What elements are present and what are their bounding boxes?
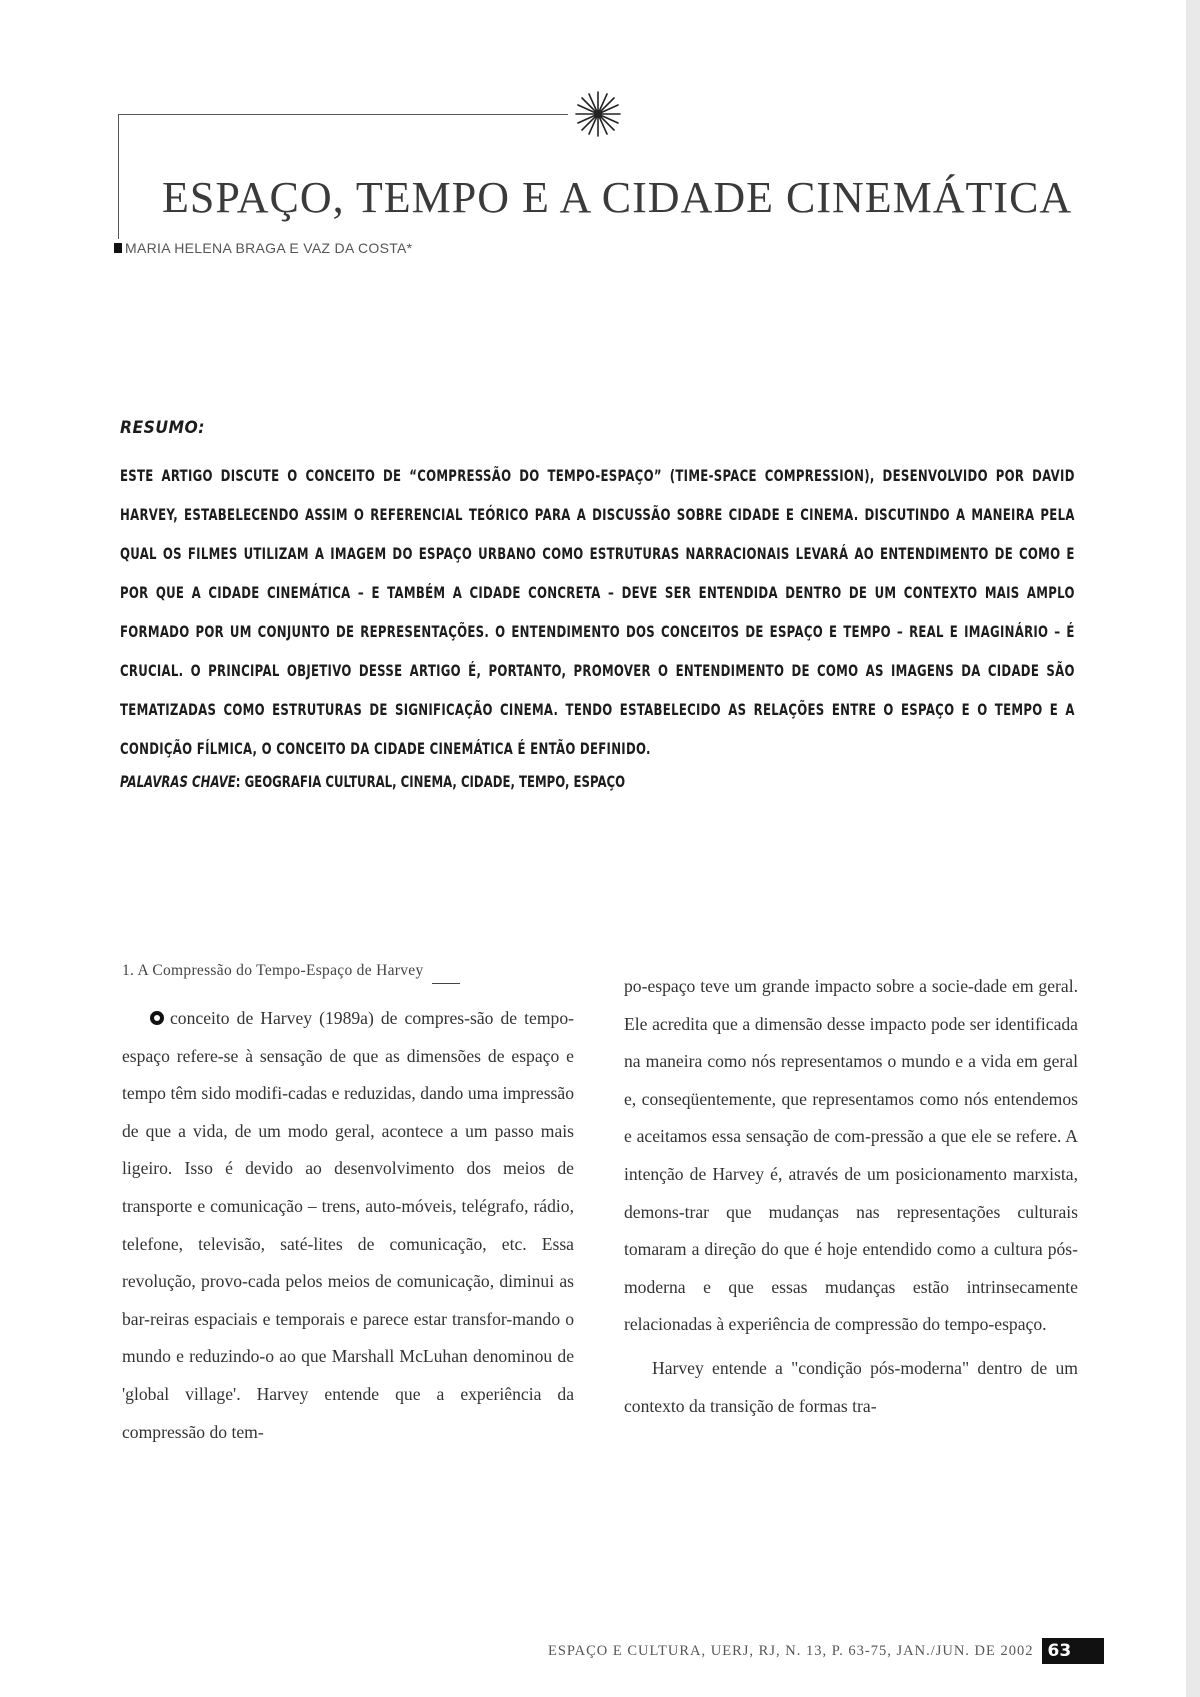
section-heading [122,964,574,990]
footer-citation: ESPAÇO E CULTURA, UERJ, RJ, N. 13, P. 63-75, JAN./JUN. DE 2002 [548,1642,1034,1659]
starburst-ornament-icon [574,90,622,138]
body-paragraph-continued: po-espaço teve um grande impacto sobre a socie-dade em geral. Ele acredita que a dimensão desse impacto pode ser identificada na maneira como nós representamos o mundo e a vida em geral e, conseqüentemente, que representamos como nós entendemos e aceitamos essa sensação de com-pressão a que ele se refere. A intenção de Harvey é, através de um posicionamento marxista, demons-trar que mudanças nas representações culturais tomaram a direção do que é hoje entendido como a cultura pós-moderna e que essas mudanças estão intrinsecamente relacionadas à experiência de compressão do tempo-espaço. [624,976,1078,1335]
page-footer [548,1636,1104,1666]
scan-edge [1186,0,1200,1697]
author-line [114,238,412,258]
article-author: MARIA HELENA BRAGA E VAZ DA COSTA* [125,240,413,256]
keywords-line [120,768,1075,796]
author-bullet-icon [114,243,122,253]
keywords-list: : GEOGRAFIA CULTURAL, CINEMA, CIDADE, TEMPO, ESPAÇO [235,772,626,791]
article-title: ESPAÇO, TEMPO E A CIDADE CINEMÁTICA [162,173,1073,222]
title-frame-horizontal-rule [118,114,568,115]
body-paragraph: Harvey entende a "condição pós-moderna" dentro de um contexto da transição de formas tra- [624,1357,1078,1416]
heading-rule [432,983,460,984]
body-column-right [624,968,1078,1425]
page-number: 63 [1042,1638,1104,1664]
dropcap-o-icon [150,1011,164,1025]
abstract-label: RESUMO: [120,418,206,438]
paragraph-text: conceito de Harvey (1989a) de compres-são de tempo-espaço refere-se à sensação de que as dimensões de espaço e tempo têm sido modifi-cadas e reduzidas, dando uma impressão de que a vida, de um modo geral, acontece a um passo mais ligeiro. Isso é devido ao desenvolvimento dos meios de transporte e comunicação – trens, auto-móveis, telégrafo, rádio, telefone, televisão, saté-lites de comunicação, etc. Essa revolução, provo-cada pelos meios de comunicação, diminui as bar-reiras espaciais e temporais e parece estar transfor-mando o mundo e reduzindo-o ao que Marshall McLuhan denominou de 'global village'. Harvey entende que a experiência da compressão do tem- [122,1008,574,1442]
abstract-text: ESTE ARTIGO DISCUTE O CONCEITO DE “COMPRESSÃO DO TEMPO-ESPAÇO” (TIME-SPACE COMPRESSION), DESENVOLVIDO POR DAVID HARVEY, ESTABELECENDO ASSIM O REFERENCIAL TEÓRICO PARA A DISCUSSÃO SOBRE CIDADE E CINEMA. DISCUTINDO A MANEIRA PELA QUAL OS FILMES UTILIZAM A IMAGEM DO ESPAÇO URBANO COMO ESTRUTURAS NARRACIONAIS LEVARÁ AO ENTENDIMENTO DE COMO E POR QUE A CIDADE CINEMÁTICA – E TAMBÉM A CIDADE CONCRETA – DEVE SER ENTENDIDA DENTRO DE UM CONTEXTO MAIS AMPLO FORMADO POR UM CONJUNTO DE REPRESENTAÇÕES. O ENTENDIMENTO DOS CONCEITOS DE ESPAÇO E TEMPO – REAL E IMAGINÁRIO – É CRUCIAL. O PRINCIPAL OBJETIVO DESSE ARTIGO É, PORTANTO, PROMOVER O ENTENDIMENTO DE COMO AS IMAGENS DA CIDADE SÃO TEMATIZADAS COMO ESTRUTURAS DE SIGNIFICAÇÃO CINEMA. TENDO ESTABELECIDO AS RELAÇÕES ENTRE O ESPAÇO E O TEMPO E A CONDIÇÃO FÍLMICA, O CONCEITO DA CIDADE CINEMÁTICA É ENTÃO DEFINIDO. [120,466,1075,758]
body-column-left [122,964,574,1451]
title-frame-vertical-rule [118,114,119,239]
keywords-label: PALAVRAS CHAVE [120,772,236,791]
section-heading-text: 1. A Compressão do Tempo-Espaço de Harvey [122,962,424,980]
abstract [120,418,1075,796]
body-paragraph [122,1000,574,1451]
